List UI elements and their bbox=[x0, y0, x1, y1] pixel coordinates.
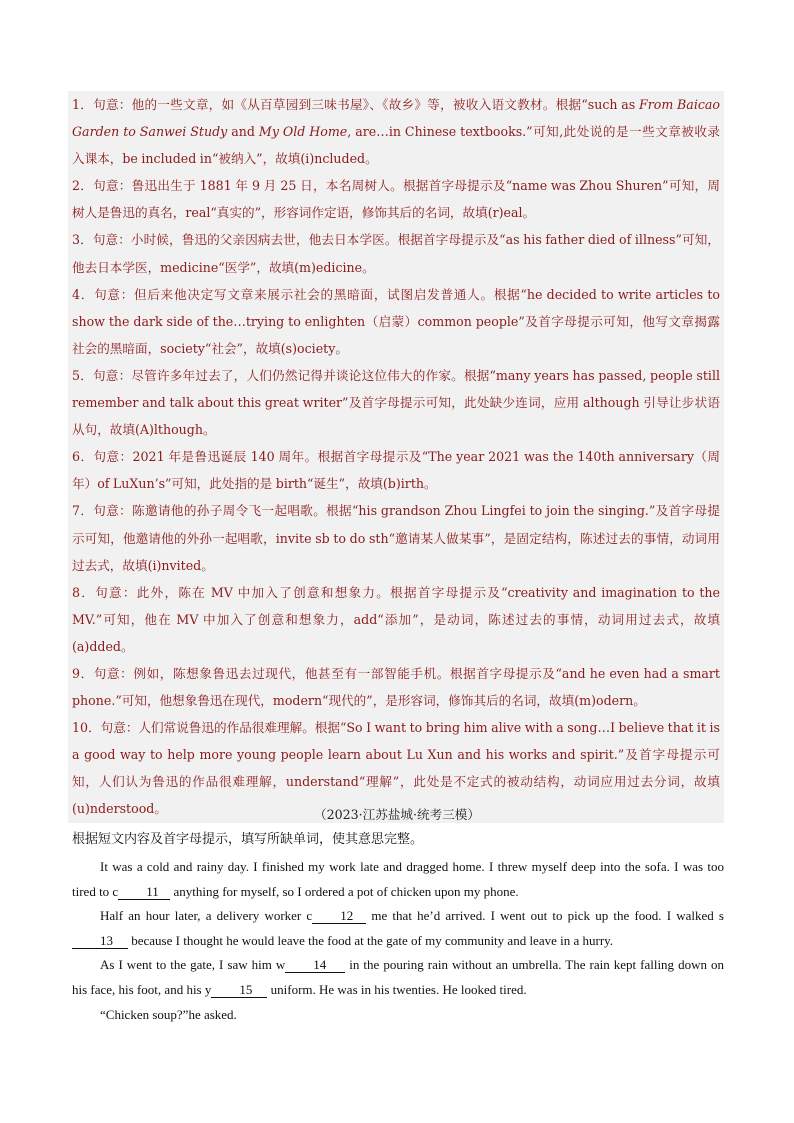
answer-item-2: 2．句意：鲁迅出生于 1881 年 9 月 25 日，本名周树人。根据首字母提示及“name was Zhou Shuren”可知，周树人是鲁迅的真名，real“真实的”，形容词作定语，修饰其后的名词，故填(r)eal。 bbox=[72, 178, 720, 221]
answer-item-10: 10．句意：人们常说鲁迅的作品很难理解。根据“So I want to bring him alive with a song…I believe that it is a good way to help more young people learn about Lu Xun and his works and spirit.”及首字母提示可知，人们认为鲁迅的作品很难理解，understand“理解”，此处是不定式的被动结构，动词应用过去分词，故填(u)nderstood。 bbox=[72, 720, 720, 817]
blank-13[interactable]: 13 bbox=[72, 934, 128, 949]
answer-item-1: 1．句意：他的一些文章，如《从百草园到三味书屋》、《故乡》等，被收入语文教材。根据“such as From Baicao Garden to Sanwei Study and My Old Home, are…in Chinese textbooks.”可知,此处说的是一些文章被收录入课本，be included in“被纳入”，故填(i)ncluded。 bbox=[72, 97, 721, 167]
blank-11[interactable]: 11 bbox=[118, 885, 170, 900]
cloze-passage bbox=[72, 855, 724, 1027]
answer-item-4: 4．句意：但后来他决定写文章来展示社会的黑暗面，试图启发普通人。根据“he decided to write articles to show the dark side of the…trying to enlighten（启蒙）common people”及首字母提示可知，他写文章揭露社会的黑暗面，society“社会”，故填(s)ociety。 bbox=[72, 286, 720, 356]
answer-item-8: 8．句意：此外，陈在 MV 中加入了创意和想象力。根据首字母提示及“creativity and imagination to the MV.”可知，他在 MV 中加入了创意和想象力，add“添加”，是动词，陈述过去的事情，动词用过去式，故填(a)dded。 bbox=[72, 584, 720, 654]
passage-paragraph: Half an hour later, a delivery worker c 12 me that he’d arrived. I went out to pick up the food. I walked s13 because I thought he would leave the food at the gate of my community and leave in a hurry. bbox=[72, 904, 724, 953]
answer-item-3: 3．句意：小时候，鲁迅的父亲因病去世，他去日本学医。根据首字母提示及“as his father died of illness”可知，他去日本学医，medicine“医学”，故填(m)edicine。 bbox=[72, 232, 720, 275]
passage-paragraph: As I went to the gate, I saw him w 14 in the pouring rain without an umbrella. The rain kept falling down on his face, his foot, and his y 15 uniform. He was in his twenties. He looked tired. bbox=[72, 957, 724, 997]
question-source: （2023·江苏盐城·统考三模） bbox=[314, 807, 480, 822]
blank-15[interactable]: 15 bbox=[211, 983, 267, 998]
answer-item-6: 6．句意：2021 年是鲁迅诞辰 140 周年。根据首字母提示及“The year 2021 was the 140th anniversary（周年）of LuXun’s”可知，此处指的是 birth“诞生”，故填(b)irth。 bbox=[72, 449, 720, 492]
answer-item-7: 7．句意：陈邀请他的孙子周令飞一起唱歌。根据“his grandson Zhou Lingfei to join the singing.”及首字母提示可知，他邀请他的外孙一起唱歌，invite sb to do sth“邀请某人做某事”，是固定结构，陈述过去的事情，动词用过去式，故填(i)nvited。 bbox=[72, 503, 720, 573]
blank-12[interactable]: 12 bbox=[312, 909, 366, 924]
blank-14[interactable]: 14 bbox=[285, 958, 345, 973]
answer-item-9: 9．句意：例如，陈想象鲁迅去过现代，他甚至有一部智能手机。根据首字母提示及“and he even had a smart phone.”可知，他想象鲁迅在现代，modern“现代的”，是形容词，修饰其后的名词，故填(m)odern。 bbox=[72, 665, 720, 709]
question-instruction: 根据短文内容及首字母提示，填写所缺单词，使其意思完整。 bbox=[72, 832, 424, 847]
answer-item-5: 5．句意：尽管许多年过去了，人们仍然记得并谈论这位伟大的作家。根据“many years has passed, people still remember and talk about this great writer”及首字母提示可知，此处缺少连词，应用 although 引导让步状语从句，故填(A)lthough。 bbox=[72, 367, 720, 438]
answer-explanations bbox=[68, 91, 724, 823]
passage-paragraph: “Chicken soup?”he asked. bbox=[100, 1006, 237, 1022]
passage-paragraph: It was a cold and rainy day. I finished my work late and dragged home. I threw myself deep into the sofa. I was too tired to c 11 anything for myself, so I ordered a pot of chicken upon my phone. bbox=[72, 859, 724, 899]
